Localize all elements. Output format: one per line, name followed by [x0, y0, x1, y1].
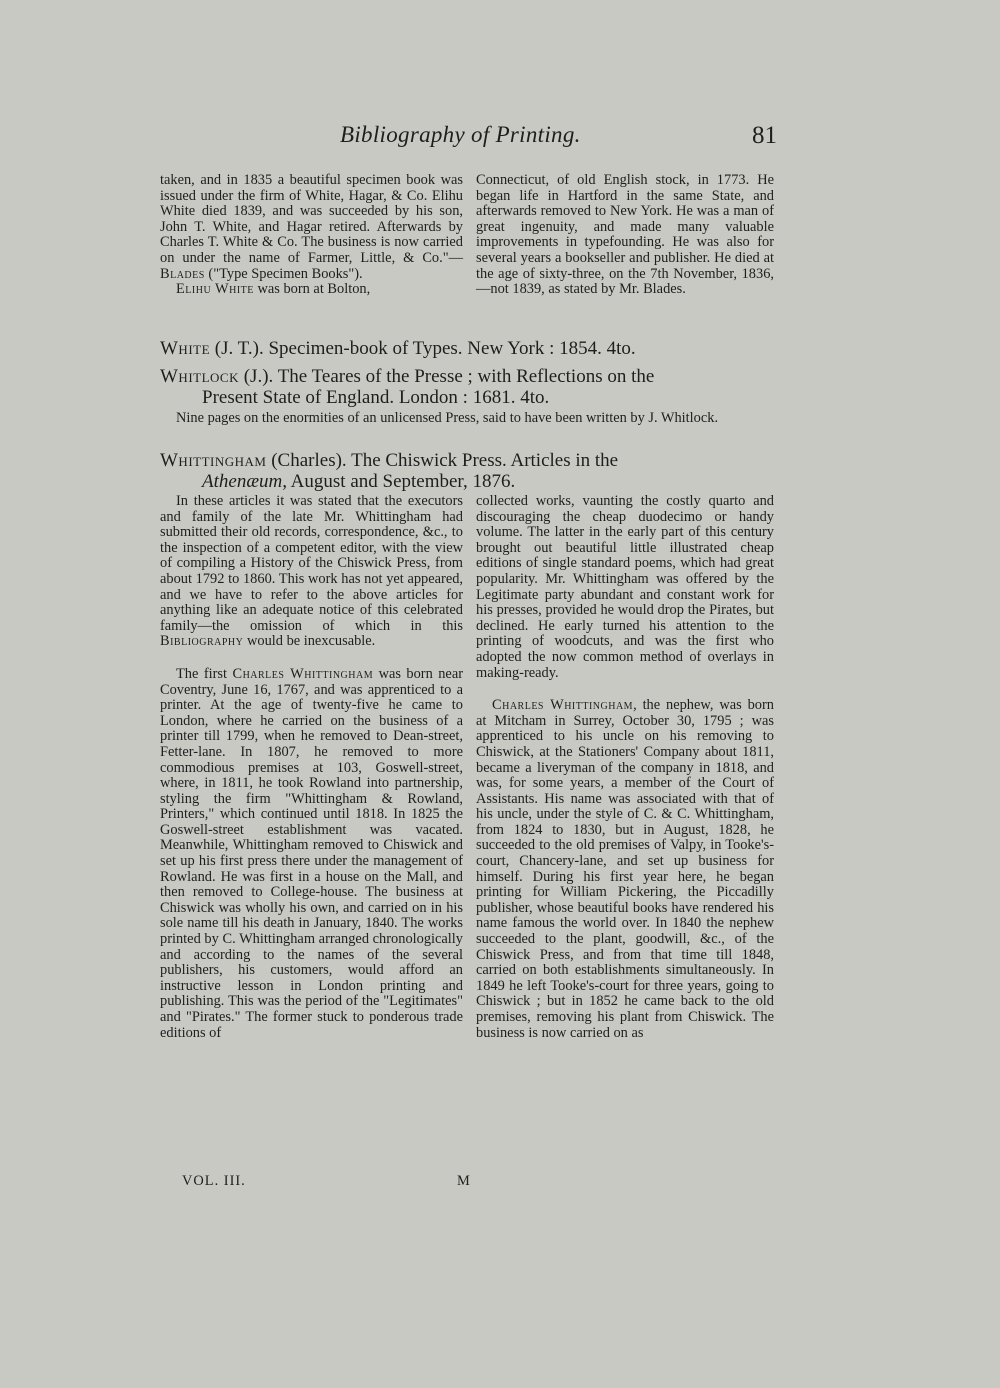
- volume-label: VOL. III.: [182, 1173, 246, 1189]
- person-name: Charles Whittingham: [232, 665, 374, 682]
- running-head: [0, 122, 1000, 156]
- signature-mark: M: [457, 1173, 470, 1189]
- entry-author: Whitlock: [160, 366, 239, 387]
- book-title-ref: Bibliography: [160, 633, 244, 650]
- bibliography-entry-whittingham: [160, 450, 774, 492]
- entry-title: (Charles). The Chiswick Press. Articles in the: [266, 450, 619, 471]
- journal-title: Athenæum,: [202, 471, 287, 492]
- text-span: The first: [176, 665, 233, 682]
- bibliography-entry-whitlock: [160, 366, 774, 408]
- top-left-column: [160, 173, 463, 298]
- person-name: Charles Whittingham: [492, 697, 634, 714]
- text-span: , the nephew, was born at Mitcham in Surrey, October 30, 1795 ; was apprenticed to his uncle on his removing to Chiswick, at the Stationers' Company about 1811, became a liveryman of the company in 1818, and was, for some years, a member of the Court of Assistants. His name was associated with that of his uncle, under the style of C. & C. Whittingham, from 1824 to 1830, but in August, 1828, he succeeded to the old premises of Valpy, in Tooke's-court, Chancery-lane, and set up business for himself. During his first year here, he began printing for William Pickering, the Piccadilly publisher, whose beautiful books have rendered his name famous the world over. In 1840 the nephew succeeded to the plant, goodwill, &c., of the Chiswick Press, and from that time till 1848, carried on both establishments simultaneously. In 1849 he left Tooke's-court for three years, going to Chiswick ; but in 1852 he came back to the old premises, removing his plant from Chiswick. The business is now carried on as: [476, 697, 774, 1041]
- paragraph: [160, 494, 463, 650]
- page-footer: [0, 1173, 1000, 1193]
- bottom-left-column: [160, 494, 463, 1041]
- entry-date: August and September, 1876.: [286, 471, 516, 492]
- bottom-right-column: [476, 494, 774, 1041]
- paragraph: [160, 667, 463, 1041]
- paragraph: collected works, vaunting the costly quarto and discouraging the cheap duodecimo or handy volume. The latter in the early part of this century brought out beautiful little illustrated cheap editions of single standard poems, which had great popularity. Mr. Whittingham was offered by the Legitimate party abundant and constant work for his presses, provided he would drop the Pirates, but declined. He early turned his attention to the printing of woodcuts, and was the first who adopted the now common method of overlays in making-ready.: [476, 493, 774, 681]
- entry-title-continued: [160, 471, 774, 492]
- entry-title: (J. T.). Specimen-book of Types. New York : 1854. 4to.: [210, 338, 636, 359]
- paragraph: [160, 173, 463, 282]
- text-span: was born near Coventry, June 16, 1767, and was apprenticed to a printer. At the age of twenty-five he came to London, where he carried on the business of a printer till 1799, when he removed to Dean-street, Fetter-lane. In 1807, he removed to more commodious premises at 103, Goswell-street, where, in 1811, he took Rowland into partnership, styling the firm "Whittingham & Rowland, Printers," which continued until 1818. In 1825 the Goswell-street establishment was vacated. Meanwhile, Whittingham removed to Chiswick and set up his first press there under the management of Rowland. He was first in a house on the Mall, and then removed to College-house. The business at Chiswick was wholly his own, and carried on in his sole name till his death in January, 1840. The works printed by C. Whittingham arranged chronologically and according to the names of the several publishers, his customers, would afford an instructive lesson in London printing and publishing. This was the period of the "Legitimates" and "Pirates." The former stuck to ponderous trade editions of: [160, 665, 464, 1041]
- entry-title-continued: Present State of England. London : 1681. 4to.: [202, 387, 550, 408]
- entry-note: Nine pages on the enormities of an unlicensed Press, said to have been written by J. Whitlock.: [176, 410, 719, 426]
- entry-author: White: [160, 338, 211, 359]
- paragraph: Connecticut, of old English stock, in 1773. He began life in Hartford in the same State, and afterwards removed to New York. He was a man of great ingenuity, and made many valuable improvements in typefounding. He was also for several years a bookseller and publisher. He died at the age of sixty-three, on the 7th November, 1836,—not 1839, as stated by Mr. Blades.: [476, 172, 774, 298]
- source-citation: Blades: [160, 265, 205, 282]
- entry-author: Whittingham: [160, 450, 267, 471]
- bibliography-entry-white: [160, 338, 774, 359]
- running-title: Bibliography of Printing.: [340, 122, 581, 147]
- text-span: was born at Bolton,: [253, 281, 371, 298]
- text-span: In these articles it was stated that the executors and family of the late Mr. Whittingham had submitted their old records, correspondence, &c., to the inspection of a competent editor, with the view of compiling a History of the Chiswick Press, from about 1792 to 1860. This work has not yet appeared, and we have to refer to the above articles for anything like an adequate notice of this celebrated family—the omission of which in this: [160, 493, 463, 634]
- page-number: 81: [752, 122, 777, 149]
- top-right-column: [476, 173, 774, 298]
- text-span: taken, and in 1835 a beautiful specimen book was issued under the firm of White, Hagar, & Co. Elihu White died 1839, and was succeeded by his son, John T. White, and Hagar retired. Afterwards by Charles T. White & Co. The business is now carried on under the name of Farmer, Little, & Co."—: [160, 172, 463, 266]
- person-name: Elihu White: [176, 281, 254, 298]
- entry-title: (J.). The Teares of the Presse ; with Reflections on the: [238, 366, 655, 387]
- paragraph: [476, 698, 774, 1041]
- text-span: would be inexcusable.: [243, 633, 376, 650]
- text-span: ("Type Specimen Books").: [204, 265, 363, 282]
- paragraph: [160, 282, 463, 298]
